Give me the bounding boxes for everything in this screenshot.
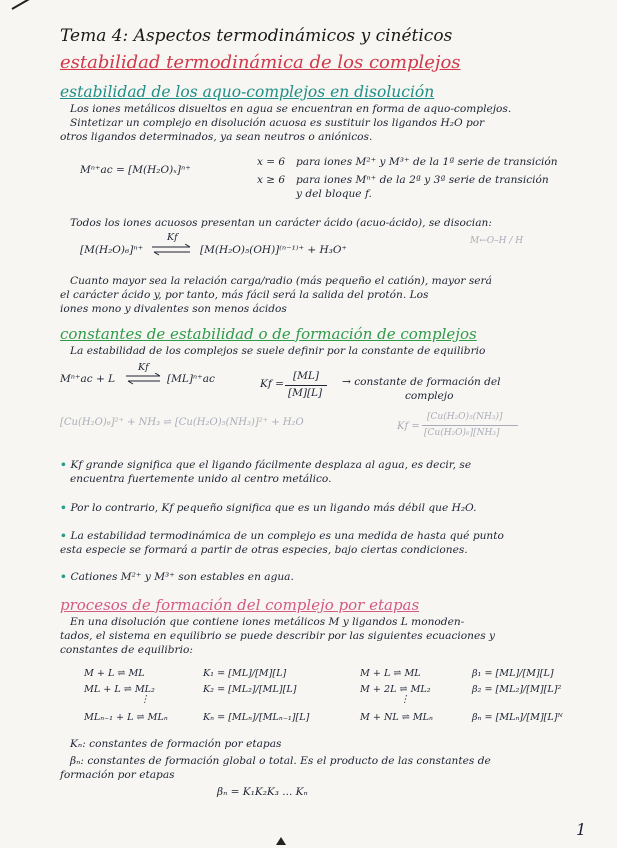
paragraph-line: el carácter ácido y, por tanto, más fácil será la salida del protón. Los <box>60 289 429 301</box>
case-xge6-text2: y del bloque f. <box>296 188 372 200</box>
bullet-dot-icon: • <box>60 571 71 583</box>
global-constant: βₙ = [MLₙ]/[M][L]ᴺ <box>472 712 563 723</box>
kf-denominator: [M][L] <box>288 387 323 399</box>
aquo-formula: Mⁿ⁺ac = [M(H₂O)ₓ]ⁿ⁺ <box>80 164 191 176</box>
bullet-item: • Kf grande significa que el ligando fácilmente desplaza al agua, es decir, se <box>60 459 472 471</box>
bullet-item: • La estabilidad termodinámica de un complejo es una medida de hasta qué punto <box>60 530 504 542</box>
subheading-stepwise-formation: procesos de formación del complejo por etapas <box>60 596 420 614</box>
faint-copper-eq: [Cu(H₂O)₆]²⁺ + NH₃ ⇌ [Cu(H₂O)₅(NH₃)]²⁺ + H₂O <box>60 417 304 428</box>
faint-kf-label: Kf = <box>397 421 420 432</box>
margin-pen-stroke <box>12 0 42 10</box>
kf-label: Kf = <box>260 378 284 390</box>
kn-definition: Kₙ: constantes de formación por etapas <box>70 738 282 750</box>
bullet-item: • Cationes M²⁺ y M³⁺ son estables en agua. <box>60 571 294 583</box>
case-x6: x = 6 <box>257 156 286 168</box>
formation-eq-right: [ML]ⁿ⁺ac <box>167 373 215 385</box>
bn-definition-2: formación por etapas <box>60 769 175 781</box>
paragraph-line: Los iones metálicos disueltos en agua se encuentran en forma de aquo-complejos. <box>70 103 512 115</box>
ellipsis-dots: ⋮ <box>140 694 150 705</box>
paragraph-line: Sintetizar un complejo en disolución acuosa es sustituir los ligandos H₂O por <box>70 117 485 129</box>
fraction-bar <box>422 425 518 426</box>
global-reaction: M + L ⇌ ML <box>360 668 421 679</box>
paragraph-line: La estabilidad de los complejos se suele definir por la constante de equilibrio <box>70 345 486 357</box>
bullet-item-cont: esta especie se formará a partir de otras especies, bajo ciertas condiciones. <box>60 544 468 556</box>
global-constant: β₂ = [ML₂]/[M][L]² <box>472 684 562 695</box>
formation-eq-arrow-label: Kf <box>138 362 149 373</box>
bn-formula: βₙ = K₁K₂K₃ ... Kₙ <box>217 786 308 798</box>
paragraph-line: iones mono y divalentes son menos ácidos <box>60 303 287 315</box>
stepwise-reaction: ML + L ⇌ ML₂ <box>84 684 155 695</box>
paragraph-line: tados, el sistema en equilibrio se puede describir por las siguientes ecuaciones y <box>60 630 496 642</box>
case-xge6: x ≥ 6 <box>257 174 286 186</box>
equilibrium-arrow-icon <box>150 244 194 256</box>
formation-eq-left: Mⁿ⁺ac + L <box>60 373 116 385</box>
paragraph-line: otros ligandos determinados, ya sean neutros o aniónicos. <box>60 131 373 143</box>
global-reaction: M + NL ⇌ MLₙ <box>360 712 433 723</box>
global-constant: β₁ = [ML]/[M][L] <box>472 668 554 679</box>
page-number: 1 <box>576 820 587 839</box>
acid-eq-arrow-label: Kf <box>167 232 178 243</box>
subheading-aquo-complexes: estabilidad de los aquo-complejos en disolución <box>60 83 435 101</box>
global-reaction: M + 2L ⇌ ML₂ <box>360 684 431 695</box>
case-xge6-text: para iones Mⁿ⁺ de la 2ª y 3ª serie de transición <box>296 174 549 186</box>
stepwise-constant: Kₙ = [MLₙ]/[MLₙ₋₁][L] <box>203 712 310 723</box>
faint-kf-denominator: [Cu(H₂O)₆][NH₃] <box>424 428 500 438</box>
acid-eq-left: [M(H₂O)₆]ⁿ⁺ <box>80 244 144 256</box>
fraction-bar <box>285 385 327 386</box>
paragraph-line: En una disolución que contiene iones metálicos M y ligandos L monoden- <box>70 616 465 628</box>
page-edge-mark-icon <box>276 837 286 845</box>
kf-numerator: [ML] <box>293 370 319 382</box>
kf-description: → constante de formación del <box>342 376 501 388</box>
bullet-dot-icon: • <box>60 459 71 471</box>
acid-intro: Todos los iones acuosos presentan un carácter ácido (acuo-ácido), se disocian: <box>70 217 492 229</box>
faint-kf-numerator: [Cu(H₂O)₅(NH₃)] <box>427 412 503 422</box>
paragraph-line: constantes de equilibrio: <box>60 644 193 656</box>
bullet-item-cont: encuentra fuertemente unido al centro metálico. <box>70 473 332 485</box>
section-heading-main: estabilidad termodinámica de los complejos <box>60 52 461 73</box>
bullet-dot-icon: • <box>60 502 71 514</box>
equilibrium-arrow-icon <box>124 373 164 385</box>
bullet-dot-icon: • <box>60 530 71 542</box>
stepwise-constant: K₁ = [ML]/[M][L] <box>203 668 287 679</box>
faint-sketch-label: M←O–H / H <box>470 236 524 246</box>
stepwise-reaction: M + L ⇌ ML <box>84 668 145 679</box>
acid-eq-right: [M(H₂O)₅(OH)]⁽ⁿ⁻¹⁾⁺ + H₃O⁺ <box>200 244 347 256</box>
kf-description-2: complejo <box>405 390 454 402</box>
bullet-item: • Por lo contrario, Kf pequeño significa que es un ligando más débil que H₂O. <box>60 502 477 514</box>
paragraph-line: Cuanto mayor sea la relación carga/radio (más pequeño el catión), mayor será <box>70 275 492 287</box>
bn-definition: βₙ: constantes de formación global o total. Es el producto de las constantes de <box>70 755 491 767</box>
case-x6-text: para iones M²⁺ y M³⁺ de la 1ª serie de transición <box>296 156 558 168</box>
page-title: Tema 4: Aspectos termodinámicos y cinéticos <box>60 26 453 46</box>
subheading-stability-constants: constantes de estabilidad o de formación de complejos <box>60 325 477 343</box>
stepwise-constant: K₂ = [ML₂]/[ML][L] <box>203 684 297 695</box>
stepwise-reaction: MLₙ₋₁ + L ⇌ MLₙ <box>84 712 168 723</box>
ellipsis-dots: ⋮ <box>400 694 410 705</box>
